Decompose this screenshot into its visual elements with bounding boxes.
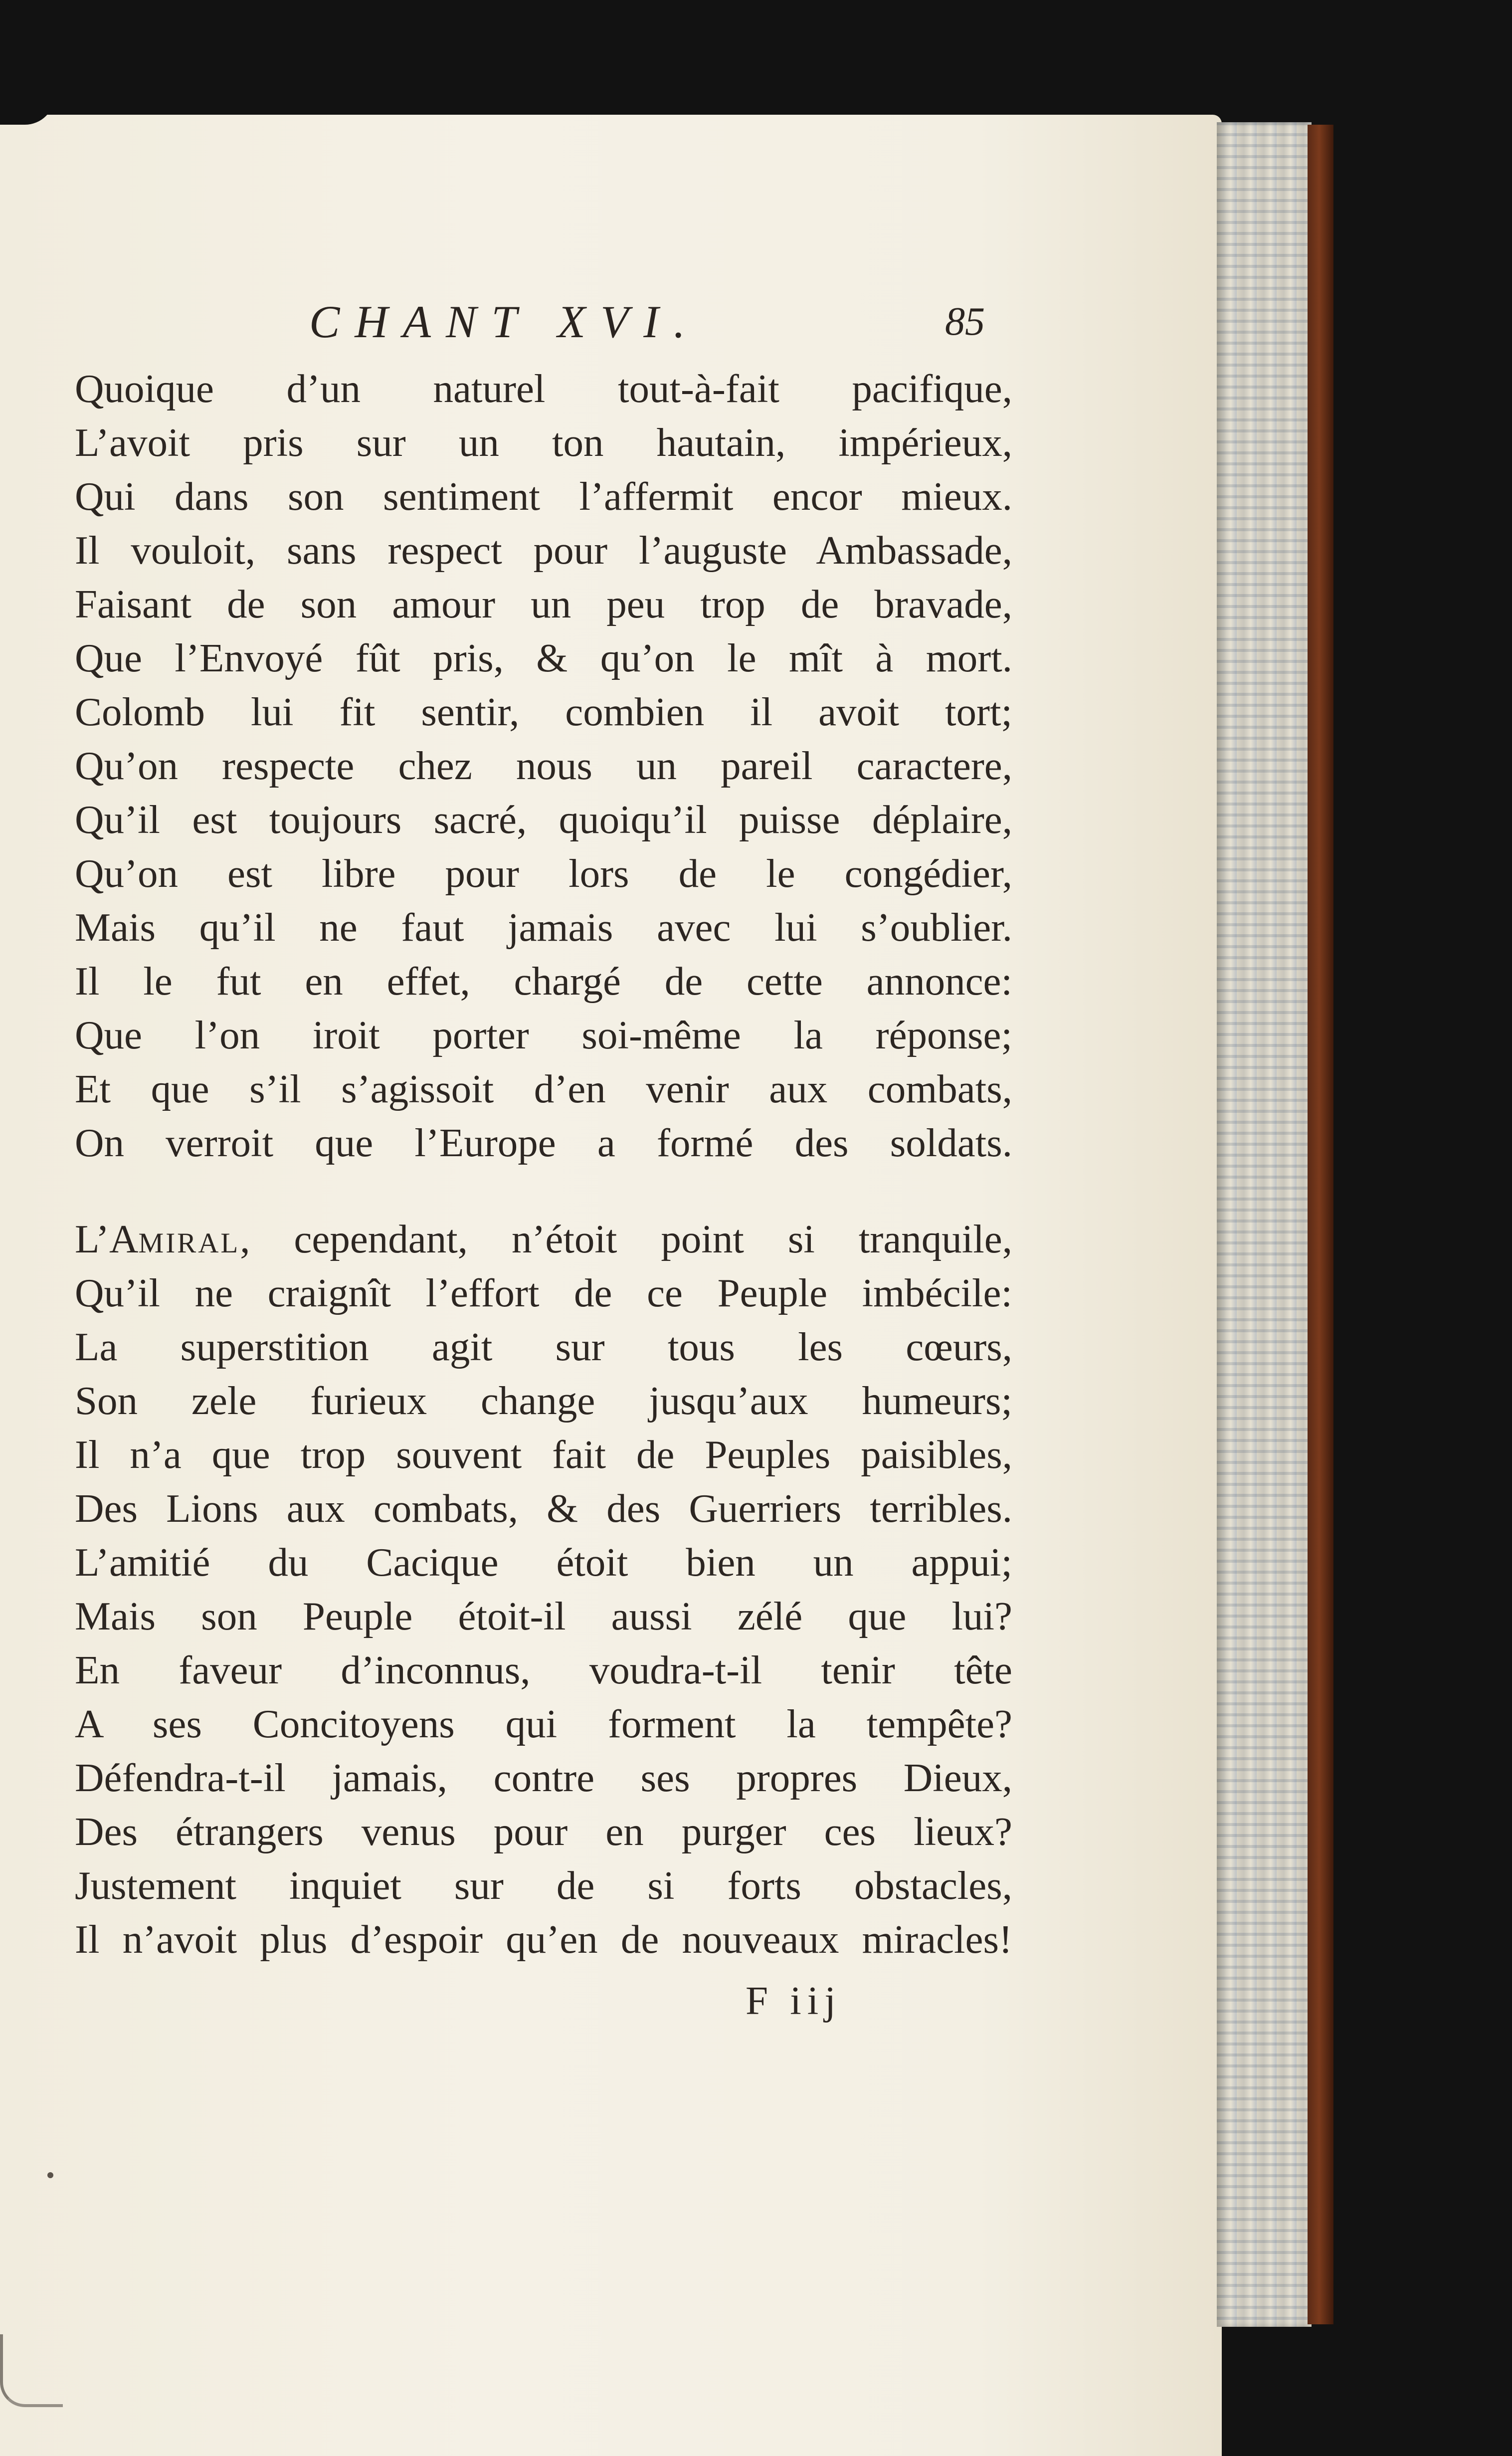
page-number: 85 (945, 300, 985, 344)
book-cover-edge (1308, 125, 1333, 2324)
verse-line: Que l’on iroit porter soi-même la réponse; (75, 1013, 1012, 1057)
stanza-1 (75, 362, 1012, 1170)
corner-stain (0, 2334, 63, 2407)
verse-line: Colomb lui fit sentir, combien il avoit tort; (75, 689, 1012, 734)
verse-line: Que l’Envoyé fût pris, & qu’on le mît à mort. (75, 635, 1012, 680)
verse-line: Défendra-t-il jamais, contre ses propres Dieux, (75, 1755, 1012, 1800)
verse-line: Mais qu’il ne faut jamais avec lui s’oublier. (75, 905, 1012, 950)
verse-line: On verroit que l’Europe a formé des soldats. (75, 1120, 1012, 1165)
verse-line: Mais son Peuple étoit-il aussi zélé que lui? (75, 1594, 1012, 1638)
verse-line: Des étrangers venus pour en purger ces lieux? (75, 1809, 1012, 1854)
verse-line: Quoique d’un naturel tout-à-fait pacifique, (75, 366, 1012, 411)
verse-line: L’amitié du Cacique étoit bien un appui; (75, 1540, 1012, 1585)
signature-mark: F iij (746, 1978, 842, 2023)
verse-rest: , cependant, n’étoit point si tranquile, (240, 1217, 1012, 1261)
book-page-edges (1217, 122, 1312, 2327)
running-title: CHANT XVI. (309, 296, 700, 347)
verse-line: Faisant de son amour un peu trop de bravade, (75, 582, 1012, 626)
verse-line-first (75, 1212, 1012, 1266)
verse-line: Il n’avoit plus d’espoir qu’en de nouveaux miracles! (75, 1917, 1012, 1962)
verse-line: Des Lions aux combats, & des Guerriers terribles. (75, 1486, 1012, 1531)
verse-line: Il n’a que trop souvent fait de Peuples paisibles, (75, 1432, 1012, 1477)
verse-line: La superstition agit sur tous les cœurs, (75, 1324, 1012, 1369)
verse-line: Il le fut en effet, chargé de cette annonce: (75, 959, 1012, 1004)
verse-line: Qu’on est libre pour lors de le congédier, (75, 851, 1012, 896)
stanza-2 (75, 1212, 1012, 1966)
verse-line: En faveur d’inconnus, voudra-t-il tenir tête (75, 1647, 1012, 1692)
verse-line: Son zele furieux change jusqu’aux humeurs; (75, 1378, 1012, 1423)
verse-line: L’avoit pris sur un ton hautain, impérieux, (75, 420, 1012, 465)
verse-lead: L’A (75, 1217, 139, 1261)
verse-smallcaps: miral (138, 1217, 240, 1261)
verse-line: Qu’on respecte chez nous un pareil caractere, (75, 743, 1012, 788)
verse-line: Qui dans son sentiment l’affermit encor mieux. (75, 474, 1012, 519)
verse-line: Justement inquiet sur de si forts obstacles, (75, 1863, 1012, 1908)
verse-line: Il vouloit, sans respect pour l’auguste Ambassade, (75, 528, 1012, 573)
verse-line: Qu’il ne craignît l’effort de ce Peuple imbécile: (75, 1270, 1012, 1315)
verse-line: Qu’il est toujours sacré, quoiqu’il puisse déplaire, (75, 797, 1012, 842)
ink-speck (47, 2172, 53, 2178)
verse-line: Et que s’il s’agissoit d’en venir aux combats, (75, 1066, 1012, 1111)
verse-line: A ses Concitoyens qui forment la tempête? (75, 1701, 1012, 1746)
